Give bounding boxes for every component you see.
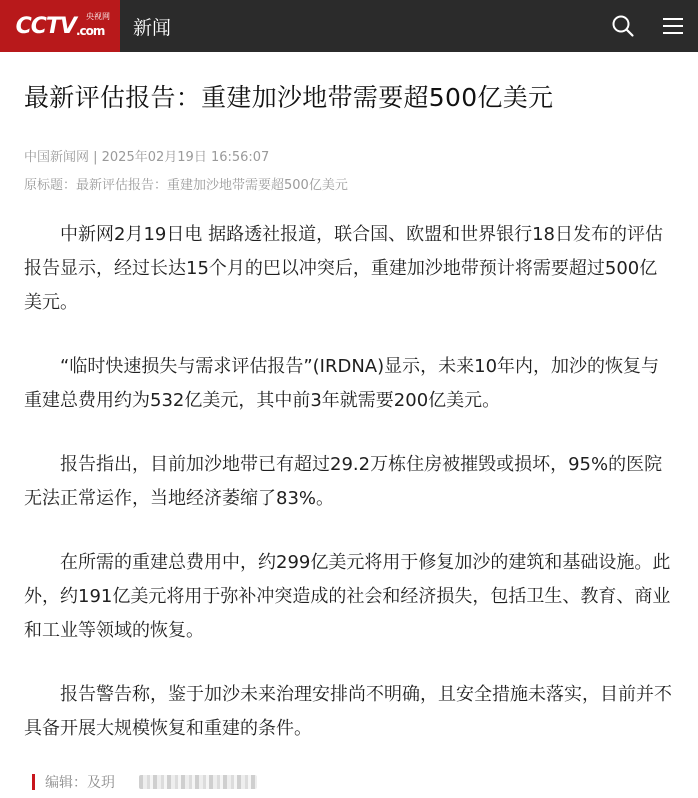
editor-name: 编辑：及玥 xyxy=(45,775,115,791)
paragraph-4: 在所需的重建总费用中，约299亿美元将用于修复加沙的建筑和基础设施。此外，约191亿美元将用于弥补冲突造成的社会和经济损失，包括卫生、教育、商业和工业等领域的恢复。 xyxy=(24,552,671,641)
editor-accent-bar xyxy=(32,774,35,790)
section-title[interactable]: 新闻 xyxy=(133,16,172,39)
paragraph-5: 报告警告称，鉴于加沙未来治理安排尚不明确，且安全措施未落实，目前并不具备开展大规模恢复和重建的条件。 xyxy=(24,684,672,739)
paragraph-3: 报告指出，目前加沙地带已有超过29.2万栋住房被摧毁或损坏，95%的医院无法正常运作，当地经济萎缩了83%。 xyxy=(24,454,663,509)
article xyxy=(24,76,672,739)
original-title: 原标题：最新评估报告：重建加沙地带需要超500亿美元 xyxy=(24,178,348,193)
logo-cn-label: 央视网 xyxy=(86,12,110,21)
menu-icon[interactable] xyxy=(660,13,686,39)
blurred-watermark xyxy=(139,775,257,789)
paragraph-2: “临时快速损失与需求评估报告”(IRDNA)显示，未来10年内，加沙的恢复与重建总费用约为532亿美元，其中前3年就需要200亿美元。 xyxy=(24,356,660,411)
article-meta xyxy=(24,144,672,200)
editor-line xyxy=(32,768,257,796)
logo-text: CCTV.com xyxy=(15,13,105,39)
article-title: 最新评估报告：重建加沙地带需要超500亿美元 xyxy=(24,83,554,112)
search-icon[interactable] xyxy=(610,13,636,39)
cctv-logo[interactable] xyxy=(0,0,120,52)
top-nav-bar xyxy=(0,0,698,52)
source-line: 中国新闻网 | 2025年02月19日 16:56:07 xyxy=(24,150,270,165)
paragraph-1: 中新网2月19日电 据路透社报道，联合国、欧盟和世界银行18日发布的评估报告显示，经过长达15个月的巴以冲突后，重建加沙地带预计将需要超过500亿美元。 xyxy=(24,224,663,313)
